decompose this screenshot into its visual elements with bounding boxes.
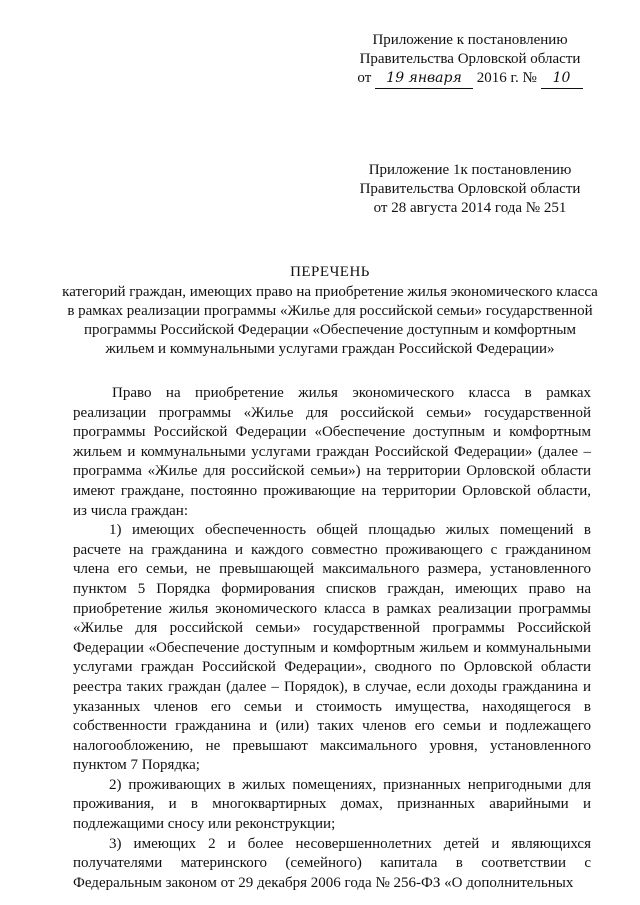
list-item-3: 3) имеющих 2 и более несовершеннолетних детей и являющихся получателями материнского (семейного) капитала в соответствии с Федеральным законом от 29 декабря 2006 года № 256-ФЗ «О дополнительных — [73, 835, 591, 891]
intro-paragraph: Право на приобретение жилья экономического класса в рамках реализации программы «Жилье для российской семьи» государственной программы Российской Федерации «Обеспечение доступным и комфортным жильем и коммунальными услугами граждан Российской Федерации» (далее – программа «Жилье для российской семьи») на территории Орловской области имеют граждане, постоянно проживающие на территории Орловской области, из числа граждан: — [73, 385, 591, 519]
amendment-header-line2: Правительства Орловской области — [359, 51, 581, 67]
original-header-line2: Правительства Орловской области — [359, 181, 581, 197]
list-item-1: 1) имеющих обеспеченность общей площадью жилых помещений в расчете на гражданина и каждого совместно проживающего с гражданином члена его семьи, не превышающей максимального размера, установленного пунктом 5 Порядка формирования списков граждан, имеющих право на приобретение жилья экономического класса в рамках реализации программы «Жилье для российской семьи» государственной программы Российской Федерации «Обеспечение доступным и комфортным жильем и коммунальными услугами граждан Российской Федерации», сводного по Орловской области реестра таких граждан (далее – Порядок), в случае, если доходы гражданина и указанных членов его семьи и стоимость имущества, находящегося в собственности гражданина и (или) таких членов его семьи и подлежащего налогообложению, не превышают максимального уровня, установленного пунктом 7 Порядка; — [73, 522, 591, 774]
amendment-header-line3 — [340, 69, 600, 89]
original-header — [340, 161, 600, 218]
title-text: категорий граждан, имеющих право на приобретение жилья экономического класса в рамках реализации программы «Жилье для российской семьи» государственной программы Российской Федерации «Обеспечение доступным и комфортным жильем и коммунальными услугами граждан Российской Федерации» — [62, 284, 598, 357]
list-item-2: 2) проживающих в жилых помещениях, признанных непригодными для проживания, и в многоквартирных домах, признанных аварийными и подлежащими сносу или реконструкции; — [73, 776, 591, 833]
original-header-line3: от 28 августа 2014 года № 251 — [373, 200, 567, 216]
document-body — [73, 384, 591, 893]
handwritten-number: 10 — [541, 69, 583, 89]
amendment-header — [340, 31, 600, 89]
title-heading: ПЕРЕЧЕНЬ — [290, 264, 370, 280]
handwritten-date: 19 января — [375, 69, 473, 89]
amendment-header-line1: Приложение к постановлению — [372, 32, 568, 48]
original-header-line1: Приложение 1к постановлению — [368, 162, 572, 178]
date-prefix: от — [357, 70, 372, 86]
document-title — [60, 263, 600, 359]
year-text: 2016 г. № — [476, 70, 537, 86]
